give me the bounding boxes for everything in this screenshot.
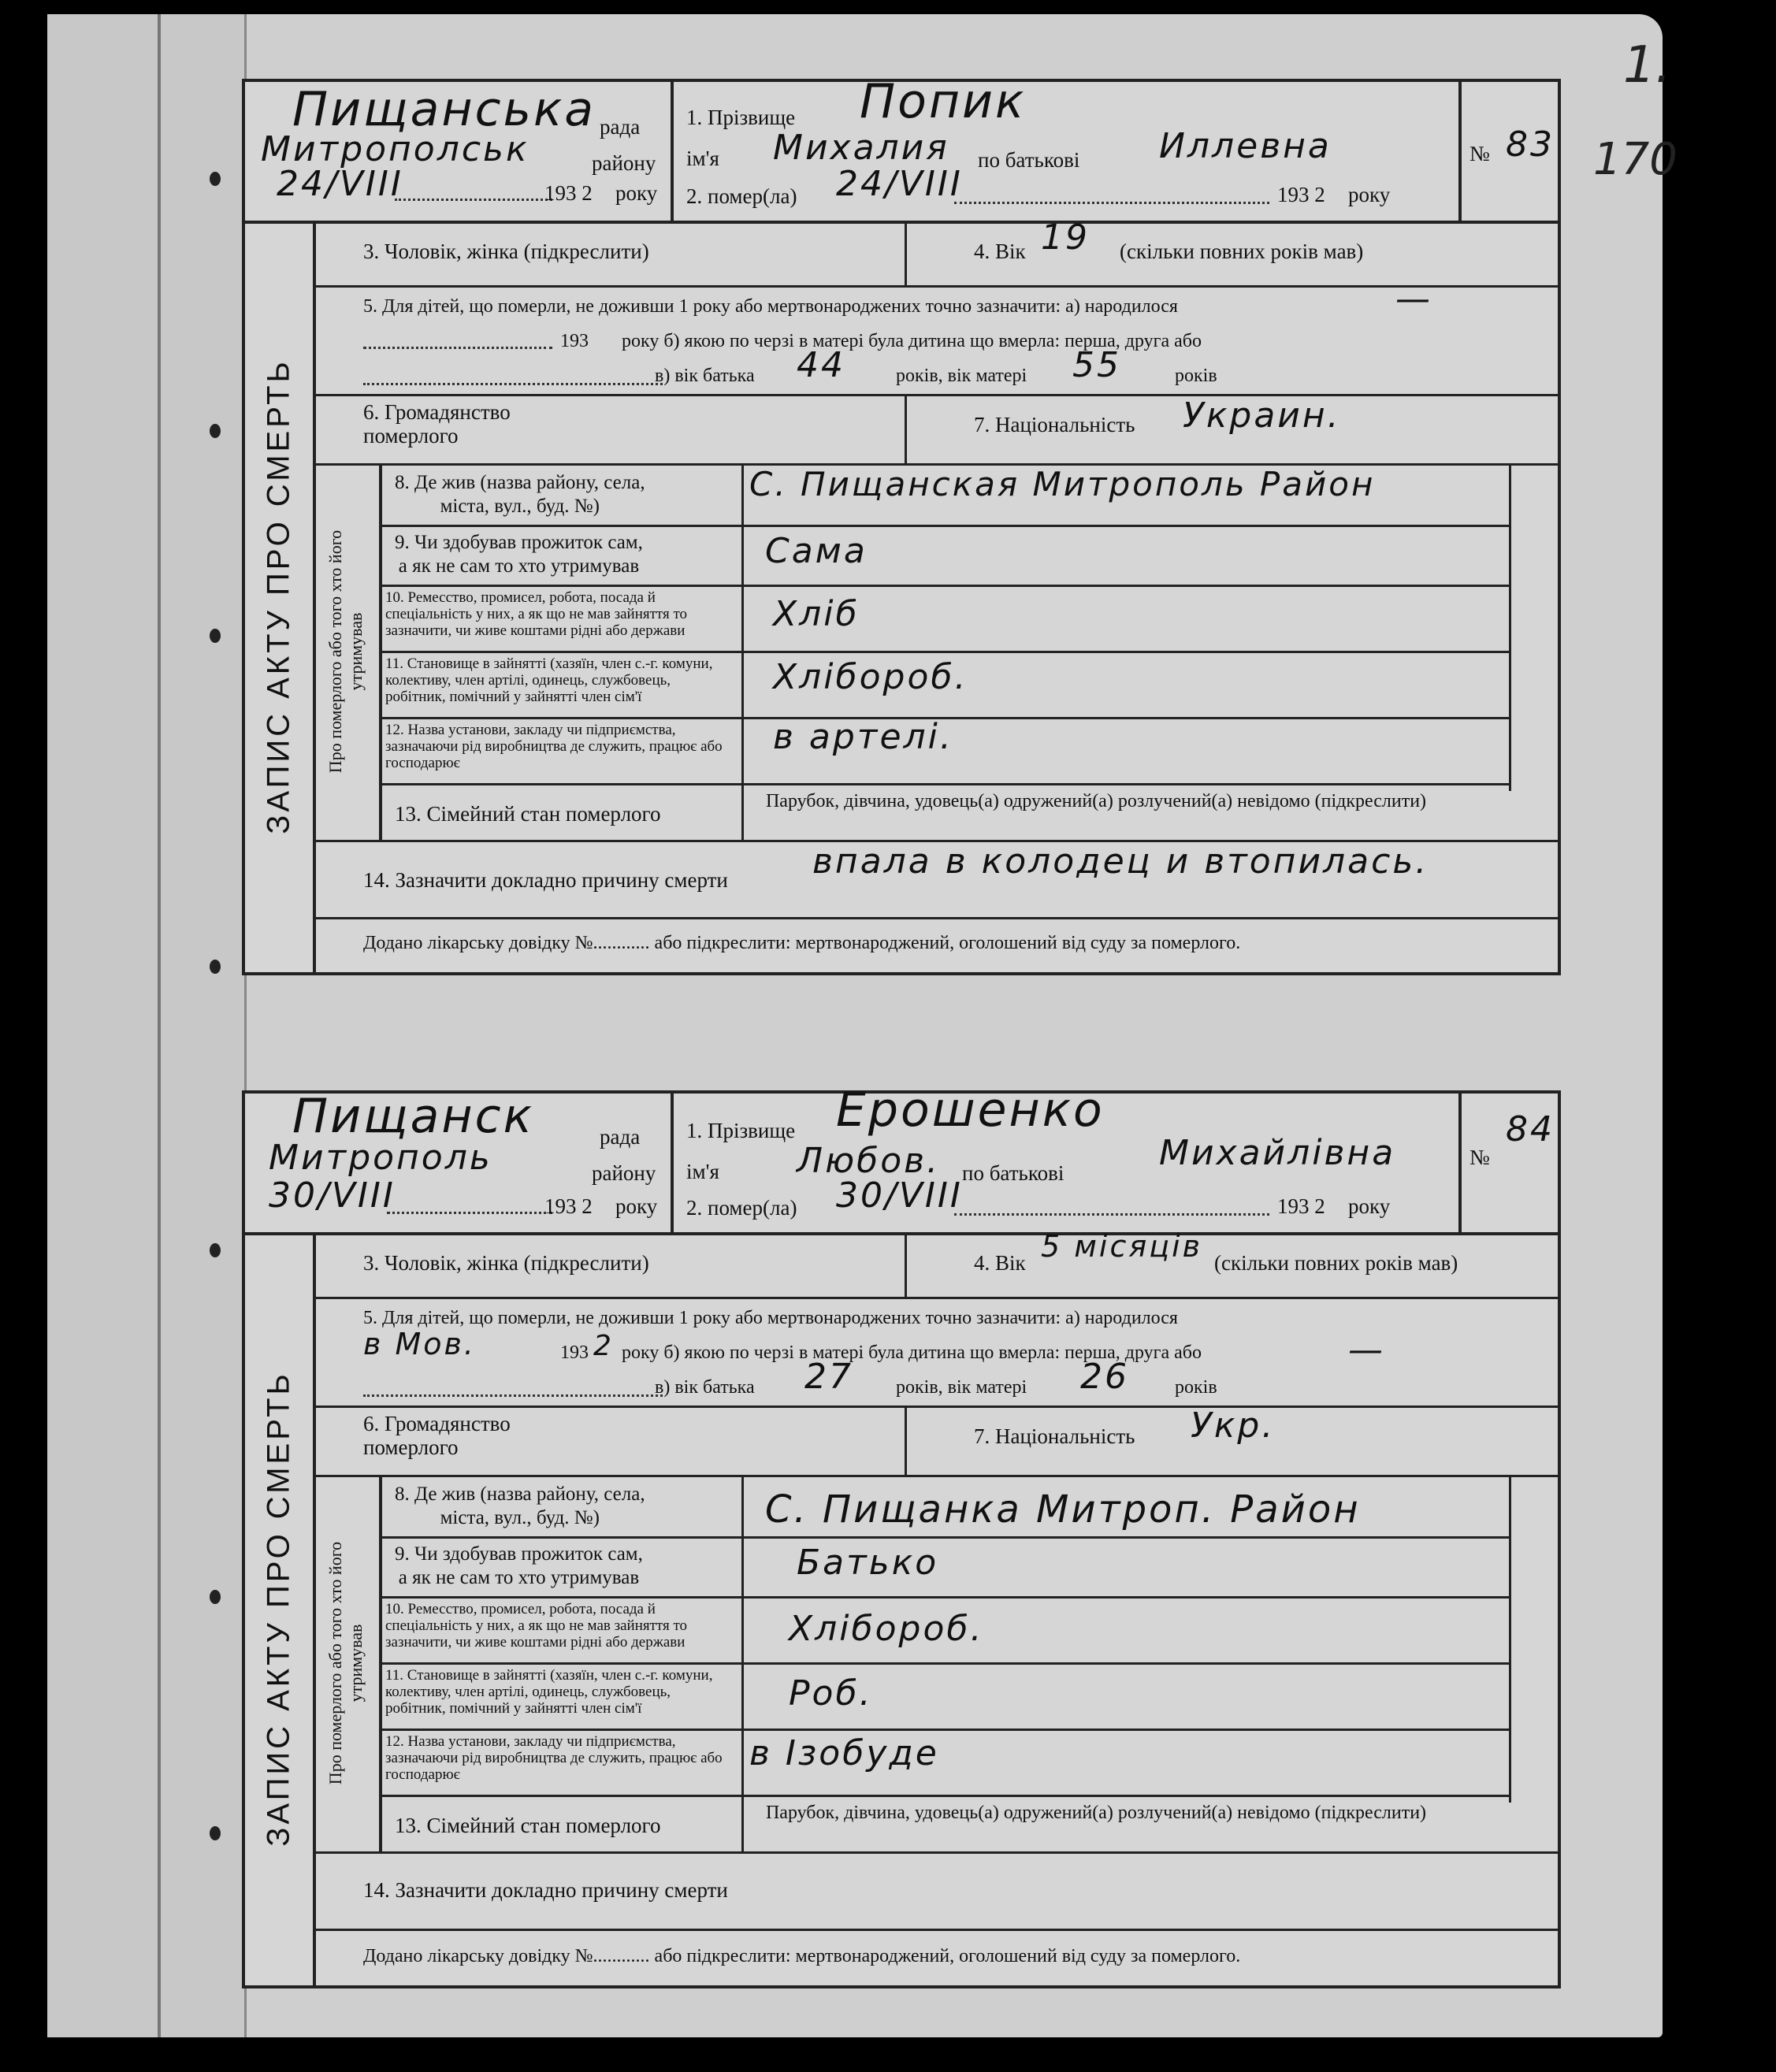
marital-options: Парубок, дівчина, удовець(а) одружений(а) розлучений(а) невідомо (підкреслити) [765, 791, 1427, 811]
binding-hole [210, 1590, 221, 1604]
record-number-block [1458, 1094, 1558, 1232]
item5-year: 193 [560, 1342, 589, 1363]
patronymic-value: Михайлівна [1159, 1133, 1396, 1173]
age-value: 19 [1041, 217, 1090, 258]
marital-options: Парубок, дівчина, удовець(а) одружений(а) розлучений(а) невідомо (підкреслити) [765, 1803, 1427, 1823]
death-date-value: 30/VIII [836, 1175, 963, 1216]
record-number: 83 [1506, 124, 1555, 165]
side-subtitle: Про померлого або того хто його утримував [325, 1541, 366, 1785]
binding-edge [158, 14, 161, 2037]
age-suffix: (скільки повних років мав) [1214, 1251, 1458, 1275]
position-value: Хлібороб. [773, 657, 968, 697]
side-title-block [245, 221, 316, 972]
surname-value: Попик [860, 74, 1027, 129]
item5-line2: року б) якою по черзі в матері була дитина що вмерла: перша, друга або [622, 331, 1202, 351]
cause-label: 14. Зазначити докладно причину смерти [363, 1878, 728, 1902]
institution-value: в артелі. [773, 717, 953, 757]
item5-year: 193 [560, 331, 589, 351]
raion-label: району [592, 151, 656, 175]
rada-label: рада [600, 115, 641, 139]
raion-label: району [592, 1161, 656, 1185]
binding-hole [210, 424, 221, 438]
item5-years-end: років [1175, 366, 1217, 386]
footer-note: Додано лікарську довідку №............ або підкреслити: мертвонароджений, оголошений від суду за померлого. [363, 933, 1241, 953]
rada-value: Пищанська [292, 82, 596, 137]
item5-line1: 5. Для дітей, що померли, не доживши 1 року або мертвонароджених точно зазначити: а) народилося [363, 296, 1178, 317]
side-title: ЗАПИС АКТУ ПРО СМЕРТЬ [261, 1371, 296, 1847]
death-date-label: 2. помер(ла) [686, 1196, 797, 1220]
mother-age-value: 26 [1080, 1357, 1129, 1397]
institution-label: 12. Назва установи, закладу чи підприємства, зазначаючи рід виробництва де служить, працює або господарює [385, 1733, 723, 1783]
father-age-label: в) вік батька [655, 1377, 755, 1398]
side-subtitle-block [313, 463, 382, 840]
binding-hole [210, 1243, 221, 1257]
death-date-dots [954, 1213, 1269, 1216]
nationality-value: Украин. [1183, 395, 1341, 436]
side-subtitle: Про померлого або того хто його утримував [325, 529, 366, 774]
death-record-84 [242, 1082, 1561, 1988]
citizenship-label: 6. Громадянство померлого [363, 400, 511, 447]
death-year-value: 193 2 [1277, 1194, 1325, 1218]
occupation-value: Хліб [773, 594, 860, 634]
mother-age-label: років, вік матері [896, 366, 1027, 386]
item5-line2: року б) якою по черзі в матері була дитина що вмерла: перша, друга або [622, 1342, 1202, 1363]
position-value: Роб. [789, 1673, 873, 1714]
binding-hole [210, 629, 221, 643]
support-value: Батько [797, 1543, 939, 1583]
patronymic-value: Иллевна [1159, 126, 1332, 166]
death-date-dots [954, 202, 1269, 204]
year-label: року [615, 1194, 658, 1218]
sex-label: 3. Чоловік, жінка (підкреслити) [363, 1251, 649, 1275]
cause-value: впала в колодец и втопилась. [812, 841, 1429, 882]
mother-age-value: 55 [1072, 345, 1121, 385]
side-title: ЗАПИС АКТУ ПРО СМЕРТЬ [261, 358, 296, 834]
occupation-label: 10. Ремесство, промисел, робота, посада й спеціальність у них, а як що не мав зайняття то зазначити, чи живе коштами рідні або держави [385, 1601, 688, 1651]
cause-label: 14. Зазначити докладно причину смерти [363, 868, 728, 892]
born-year: 2 [593, 1330, 614, 1362]
death-year-value: 193 2 [1277, 183, 1325, 206]
name-label: ім'я [686, 1160, 719, 1183]
nationality-label: 7. Національність [974, 413, 1135, 436]
footer-note: Додано лікарську довідку №............ або підкреслити: мертвонароджений, оголошений від суду за померлого. [363, 1946, 1241, 1966]
name-block [671, 1082, 1462, 1232]
rada-label: рада [600, 1125, 641, 1149]
sex-label: 3. Чоловік, жінка (підкреслити) [363, 240, 649, 263]
surname-label: 1. Прізвище [686, 106, 796, 129]
age-suffix: (скільки повних років мав) [1120, 240, 1364, 263]
patronymic-label: по батькові [962, 1161, 1064, 1185]
institution-value: в Ізобуде [749, 1733, 939, 1773]
year-value: 193 2 [544, 181, 593, 205]
marital-label: 13. Сімейний стан померлого [395, 802, 661, 826]
nationality-value: Укр. [1191, 1405, 1276, 1446]
residence-value: С. Пищанка Митроп. Район [765, 1487, 1361, 1532]
side-subtitle-block [313, 1475, 382, 1851]
rada-value: Пищанск [292, 1089, 534, 1144]
residence-label: 8. Де жив (назва району, села, міста, вул., буд. №) [395, 1483, 645, 1528]
father-age-label: в) вік батька [655, 366, 755, 386]
binding-hole [210, 1826, 221, 1840]
name-value: Любов. [797, 1141, 941, 1181]
occupation-value: Хлібороб. [789, 1609, 984, 1649]
residence-label: 8. Де жив (назва району, села, міста, вул., буд. №) [395, 472, 645, 517]
position-label: 11. Становище в зайнятті (хазяїн, член с.-г. комуни, колективу, член артілі, одинець, службовець, робітник, помічний у зайнятті член сім'ї [385, 1667, 713, 1717]
death-year-label: року [1348, 1194, 1391, 1218]
archive-number: 170 [1593, 134, 1678, 185]
father-age-value: 27 [804, 1357, 853, 1397]
item5-years-end: років [1175, 1377, 1217, 1398]
date-dots [387, 1212, 552, 1214]
side-title-block [245, 1232, 316, 1985]
age-label: 4. Вік [974, 1251, 1026, 1275]
citizenship-label: 6. Громадянство померлого [363, 1412, 511, 1459]
date-dots [395, 199, 552, 201]
age-label: 4. Вік [974, 240, 1026, 263]
binding-hole [210, 960, 221, 974]
residence-value: С. Пищанская Митрополь Район [749, 465, 1376, 503]
binding-strip [47, 14, 247, 2037]
number-sign: № [1469, 1146, 1490, 1169]
born-dash: — [1348, 1330, 1385, 1370]
death-year-label: року [1348, 183, 1391, 206]
year-value: 193 2 [544, 1194, 593, 1218]
occupation-label: 10. Ремесство, промисел, робота, посада й спеціальність у них, а як що не мав зайняття то зазначити, чи живе коштами рідні або держави [385, 589, 688, 639]
date-value: 24/VIII [277, 164, 403, 204]
raion-value: Митрополськ [261, 129, 529, 169]
surname-value: Ерошенко [836, 1082, 1105, 1138]
raion-value: Митрополь [269, 1138, 492, 1178]
record-number-block [1458, 82, 1558, 221]
position-label: 11. Становище в зайнятті (хазяїн, член с.-г. комуни, колективу, член артілі, одинець, службовець, робітник, помічний у зайнятті член сім'ї [385, 655, 713, 705]
surname-label: 1. Прізвище [686, 1119, 796, 1142]
support-label: 9. Чи здобував прожиток сам, а як не сам то хто утримував [395, 1543, 643, 1588]
date-value: 30/VIII [269, 1175, 396, 1216]
year-label: року [615, 181, 658, 205]
nationality-label: 7. Національність [974, 1424, 1135, 1448]
number-sign: № [1469, 142, 1490, 165]
death-date-label: 2. помер(ла) [686, 184, 797, 208]
name-value: Михалия [773, 128, 949, 168]
page-number: 1. [1623, 36, 1672, 95]
item5-line1: 5. Для дітей, що померли, не доживши 1 року або мертвонароджених точно зазначити: а) народилося [363, 1308, 1178, 1328]
death-record-83 [242, 74, 1561, 975]
marital-label: 13. Сімейний стан померлого [395, 1814, 661, 1837]
binding-hole [210, 172, 221, 186]
born-value: — [1395, 279, 1432, 319]
born-value: в Мов. [363, 1327, 476, 1361]
record-number: 84 [1506, 1109, 1555, 1149]
father-age-value: 44 [797, 345, 845, 385]
support-value: Сама [765, 531, 868, 571]
death-date-value: 24/VIII [836, 164, 963, 204]
patronymic-label: по батькові [978, 148, 1080, 172]
name-label: ім'я [686, 147, 719, 170]
support-label: 9. Чи здобував прожиток сам, а як не сам то хто утримував [395, 532, 643, 577]
age-value: 5 місяців [1041, 1229, 1203, 1264]
mother-age-label: років, вік матері [896, 1377, 1027, 1398]
council-block [245, 1089, 674, 1232]
institution-label: 12. Назва установи, закладу чи підприємства, зазначаючи рід виробництва де служить, працює або господарює [385, 722, 723, 771]
council-block [245, 82, 674, 221]
name-block [671, 74, 1462, 221]
